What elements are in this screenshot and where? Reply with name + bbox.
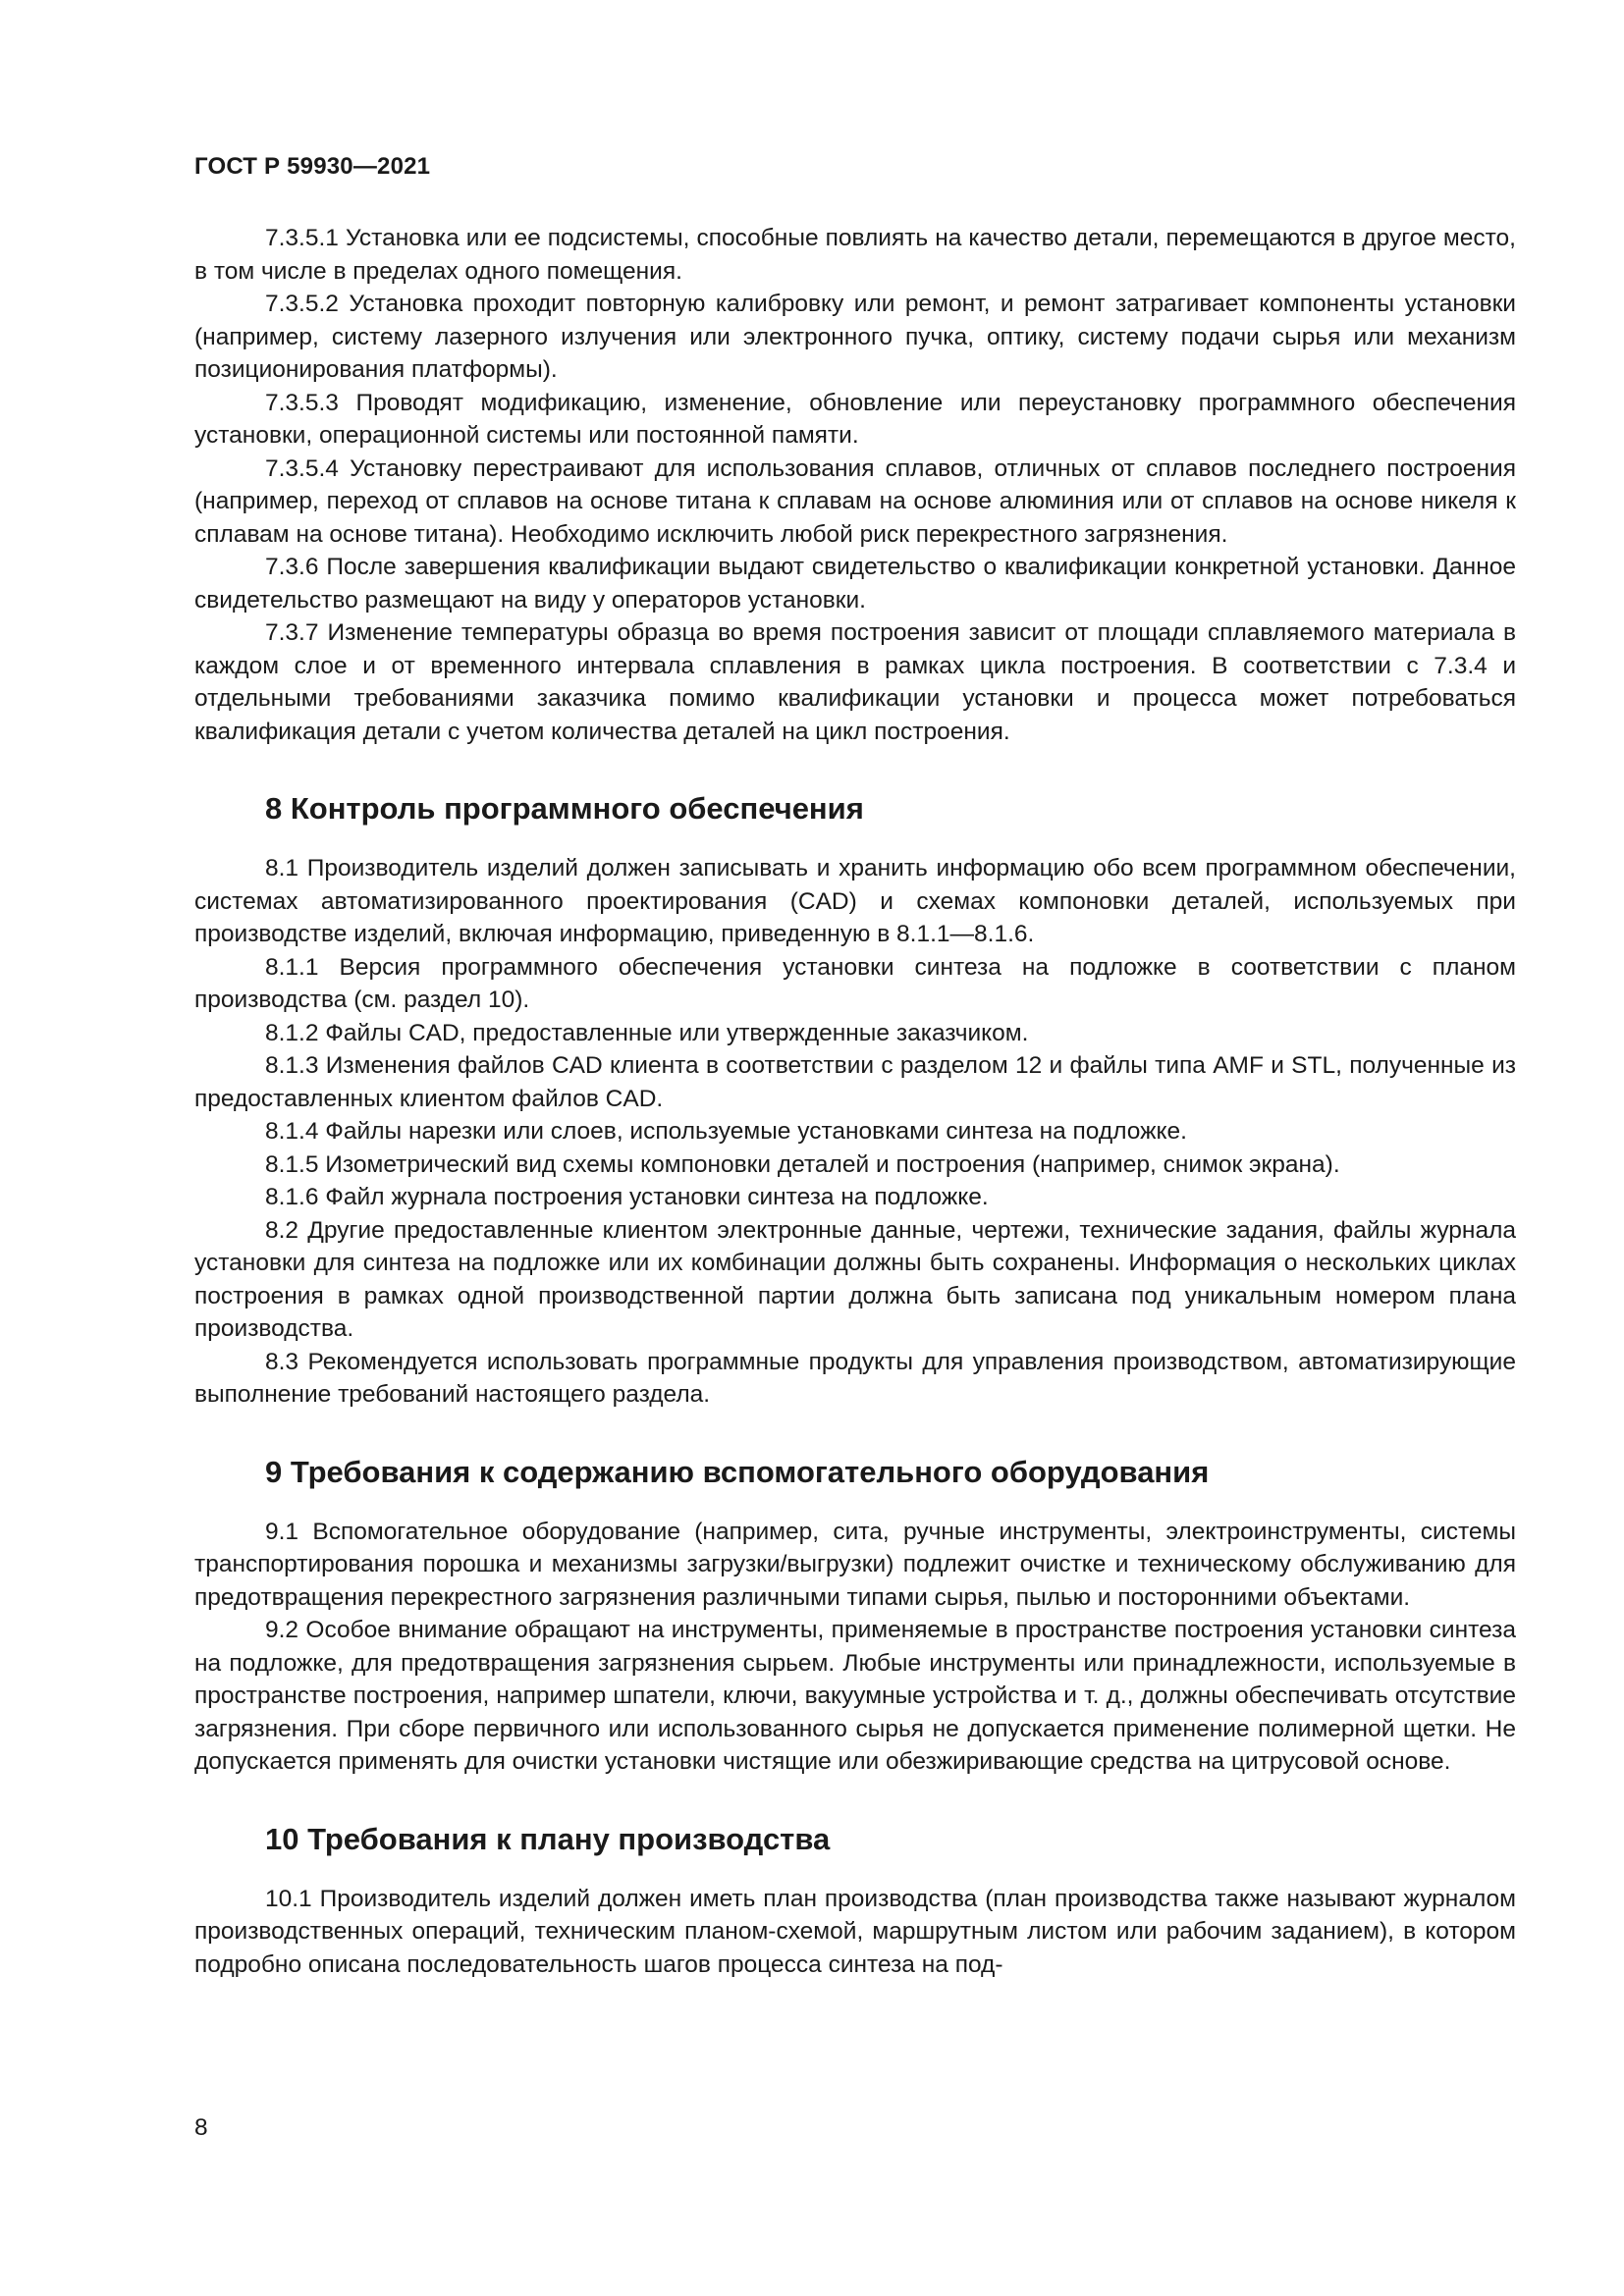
paragraph: 8.1.3 Изменения файлов CAD клиента в соответствии с разделом 12 и файлы типа AMF и STL, полученные из предоставленных клиентом файлов CAD. <box>194 1052 1516 1112</box>
section-heading: 10 Требования к плану производства <box>265 1821 831 1856</box>
paragraph: 7.3.5.3 Проводят модификацию, изменение, обновление или переустановку программного обеспечения установки, операционной системы или постоянной памяти. <box>194 389 1516 449</box>
paragraph: 7.3.5.1 Установка или ее подсистемы, способные повлиять на качество детали, перемещаются в другое место, в том числе в пределах одного помещения. <box>194 225 1516 285</box>
paragraph: 7.3.5.2 Установка проходит повторную калибровку или ремонт, и ремонт затрагивает компоненты установки (например, систему лазерного излучения или электронного пучка, оптику, систему подачи сырья или механизм позиционирования платформы). <box>194 291 1516 383</box>
paragraph: 8.1 Производитель изделий должен записывать и хранить информацию обо всем программном обеспечении, системах автоматизированного проектирования (CAD) и схемах компоновки деталей, используемых при производстве изделий, включая информацию, приведенную в 8.1.1—8.1.6. <box>194 855 1516 947</box>
paragraph: 8.1.6 Файл журнала построения установки синтеза на подложке. <box>265 1184 989 1210</box>
page-number: 8 <box>194 2114 208 2141</box>
paragraph: 8.2 Другие предоставленные клиентом электронные данные, чертежи, технические задания, файлы журнала установки для синтеза на подложке или их комбинации должны быть сохранены. Информация о нескольких циклах построения в рамках одной производственной партии должна быть записана под уникальным номером плана производства. <box>194 1216 1516 1342</box>
document-header-title: ГОСТ Р 59930—2021 <box>194 153 431 180</box>
paragraph: 7.3.7 Изменение температуры образца во время построения зависит от площади сплавляемого материала в каждом слое и от временного интервала сплавления в рамках цикла построения. В соответствии с 7.3.4 и отдельными требованиями заказчика помимо квалификации установки и процесса может потребоваться квалификация детали с учетом количества деталей на цикл построения. <box>194 619 1516 745</box>
paragraph: 9.2 Особое внимание обращают на инструменты, применяемые в пространстве построения установки синтеза на подложке, для предотвращения загрязнения сырьем. Любые инструменты или принадлежности, используемые в пространстве построения, например шпатели, ключи, вакуумные устройства и т. д., должны обеспечивать отсутствие загрязнения. При сборе первичного или использованного сырья не допускается применение полимерной щетки. Не допускается применять для очистки установки чистящие или обезжиривающие средства на цитрусовой основе. <box>194 1617 1516 1775</box>
section-heading: 8 Контроль программного обеспечения <box>265 791 864 826</box>
paragraph: 7.3.6 После завершения квалификации выдают свидетельство о квалификации конкретной установки. Данное свидетельство размещают на виду у операторов установки. <box>194 554 1516 614</box>
paragraph: 7.3.5.4 Установку перестраивают для использования сплавов, отличных от сплавов последнего построения (например, переход от сплавов на основе титана к сплавам на основе алюминия или от сплавов на основе никеля к сплавам на основе титана). Необходимо исключить любой риск перекрестного загрязнения. <box>194 454 1516 548</box>
paragraph: 8.1.5 Изометрический вид схемы компоновки деталей и построения (например, снимок экрана). <box>265 1150 1340 1178</box>
section-heading: 9 Требования к содержанию вспомогательного оборудования <box>265 1454 1210 1489</box>
paragraph: 9.1 Вспомогательное оборудование (например, сита, ручные инструменты, электроинструменты, системы транспортирования порошка и механизмы загрузки/выгрузки) подлежит очистке и техническому обслуживанию для предотвращения перекрестного загрязнения различными типами сырья, пылью и посторонними объектами. <box>194 1518 1516 1611</box>
paragraph: 8.1.1 Версия программного обеспечения установки синтеза на подложке в соответствии с планом производства (см. раздел 10). <box>194 953 1516 1013</box>
paragraph: 8.1.4 Файлы нарезки или слоев, используемые установками синтеза на подложке. <box>265 1118 1187 1145</box>
document-body <box>194 222 1516 1981</box>
paragraph: 10.1 Производитель изделий должен иметь план производства (план производства также называют журналом производственных операций, техническим планом-схемой, маршрутным листом или рабочим заданием), в котором подробно описана последовательность шагов процесса синтеза на под- <box>194 1885 1516 1978</box>
paragraph: 8.3 Рекомендуется использовать программные продукты для управления производством, автоматизирующие выполнение требований настоящего раздела. <box>194 1348 1516 1408</box>
paragraph: 8.1.2 Файлы CAD, предоставленные или утвержденные заказчиком. <box>265 1019 1029 1046</box>
